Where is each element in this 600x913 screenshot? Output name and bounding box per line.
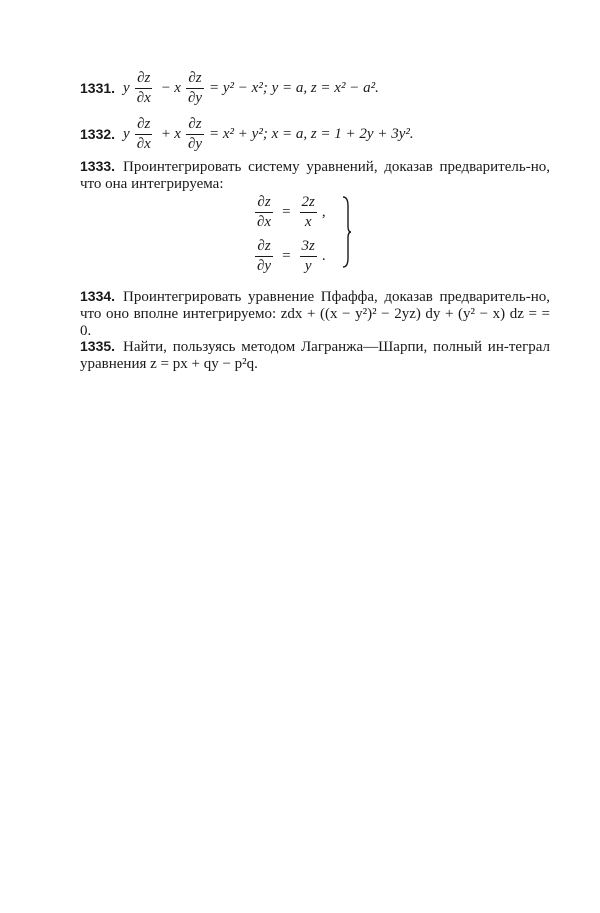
fraction bbox=[300, 238, 317, 275]
fraction bbox=[135, 116, 153, 153]
numerator: ∂z bbox=[135, 70, 152, 89]
fraction bbox=[255, 194, 273, 231]
problem-number: 1332. bbox=[80, 126, 116, 142]
math-var: x bbox=[174, 126, 181, 142]
denominator: y bbox=[304, 257, 312, 274]
denominator: ∂y bbox=[187, 136, 203, 152]
problem-statement: Проинтегрировать систему уравнений, доказав предваритель-но, что она интегрируема: bbox=[80, 159, 550, 192]
system-row bbox=[250, 234, 326, 278]
math-var: y bbox=[123, 126, 130, 142]
fraction bbox=[186, 116, 204, 153]
problem-number: 1335. bbox=[80, 338, 116, 354]
denominator: ∂x bbox=[257, 213, 272, 230]
problem-number: 1333. bbox=[80, 158, 116, 174]
right-brace-icon bbox=[342, 196, 352, 268]
numerator: ∂z bbox=[186, 116, 203, 135]
fraction bbox=[186, 70, 204, 107]
fraction bbox=[300, 194, 317, 231]
problem-statement: Найти, пользуясь методом Лагранжа—Шарпи, полный ин-теграл уравнения z = px + qy − p²q. bbox=[80, 339, 550, 372]
denominator: x bbox=[304, 213, 312, 230]
numerator: 2z bbox=[300, 194, 317, 213]
equation-rhs: = x² + y²; x = a, z = 1 + 2y + 3y². bbox=[209, 126, 414, 142]
problem-1333-text bbox=[80, 158, 550, 193]
denominator: ∂x bbox=[136, 136, 151, 152]
operator: = bbox=[282, 203, 291, 220]
denominator: ∂y bbox=[187, 90, 203, 106]
fraction bbox=[255, 238, 273, 275]
problem-1331 bbox=[80, 70, 379, 107]
operator: − bbox=[161, 80, 171, 96]
denominator: ∂y bbox=[257, 257, 272, 274]
numerator: ∂z bbox=[186, 70, 203, 89]
operator: = bbox=[282, 247, 291, 264]
denominator: ∂x bbox=[136, 90, 151, 106]
problem-number: 1331. bbox=[80, 80, 116, 96]
numerator: ∂z bbox=[255, 238, 272, 257]
numerator: ∂z bbox=[255, 194, 272, 213]
numerator: 3z bbox=[300, 238, 317, 257]
system-row bbox=[250, 190, 326, 234]
fraction bbox=[135, 70, 153, 107]
numerator: ∂z bbox=[135, 116, 152, 135]
problem-statement: Проинтегрировать уравнение Пфаффа, доказав предваритель-но, что оно вполне интегрируемо: zdx + ((x − y²)² − 2yz) dy + (y² − x) dz = = 0. bbox=[80, 289, 550, 339]
problem-1332 bbox=[80, 116, 414, 153]
math-var: x bbox=[174, 80, 181, 96]
equation-system bbox=[250, 190, 326, 278]
equation-rhs: = y² − x²; y = a, z = x² − a². bbox=[209, 80, 379, 96]
problem-number: 1334. bbox=[80, 288, 116, 304]
problem-1335-text bbox=[80, 338, 550, 373]
math-var: y bbox=[123, 80, 130, 96]
punctuation: . bbox=[321, 247, 326, 264]
problem-1334-text bbox=[80, 288, 550, 340]
punctuation: , bbox=[321, 203, 326, 220]
operator: + bbox=[161, 126, 171, 142]
